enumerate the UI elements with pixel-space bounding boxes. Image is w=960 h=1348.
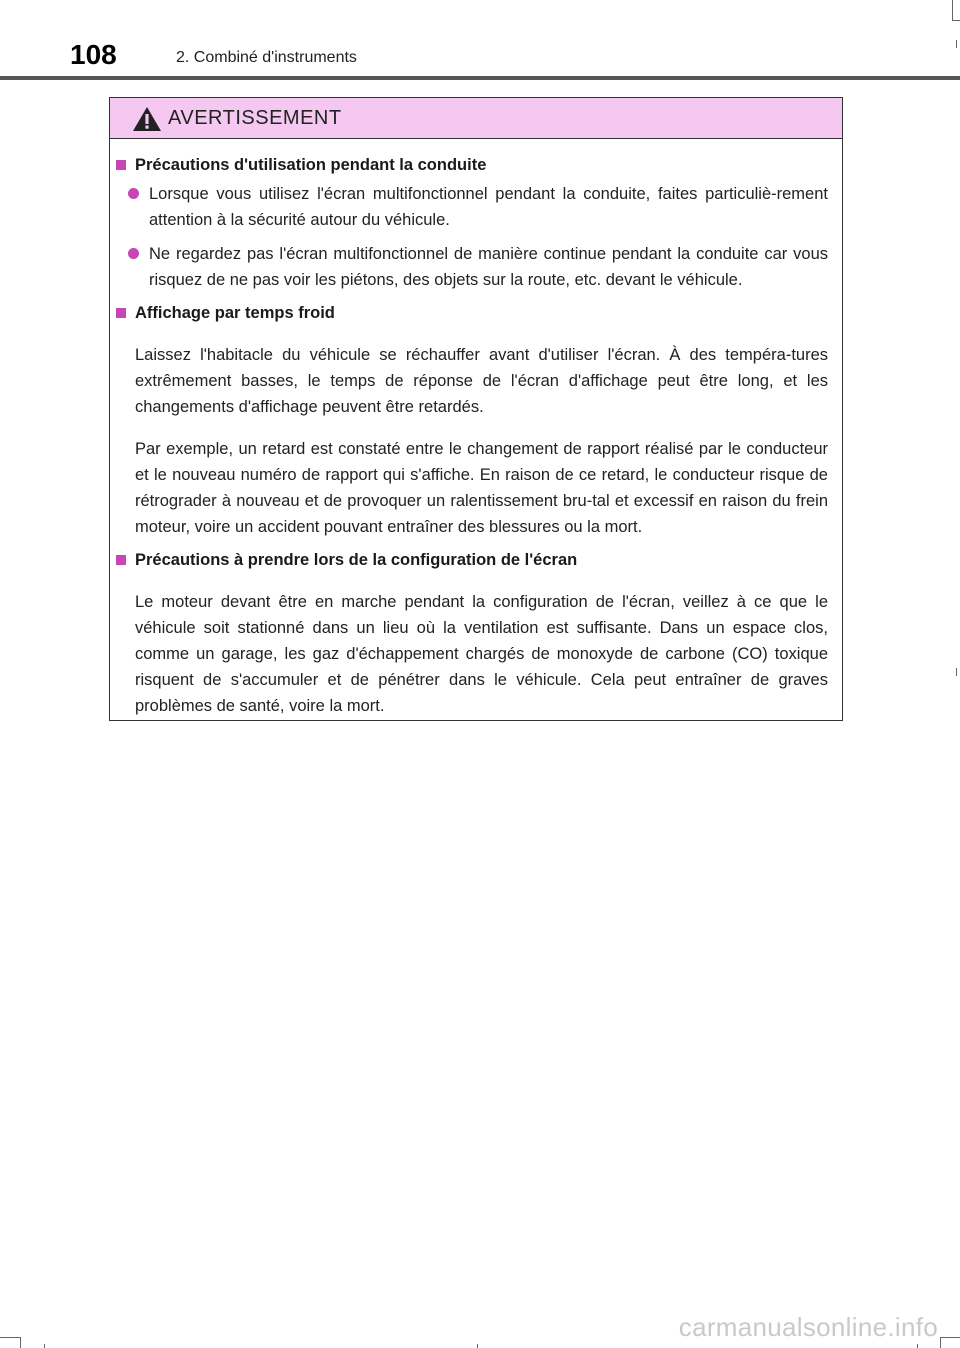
crop-mark [20, 1337, 21, 1348]
paragraph: Le moteur devant être en marche pendant la configuration de l'écran, veillez à ce que le véhicule soit stationné dans un lieu où la ventilation est suffisante. Dans un espace clos, comme un garage, les gaz d'échappement chargés de monoxyde de carbone (CO) toxique risquent de s'accumuler et de pénétrer dans le véhicule. Cela peut entraîner de graves problèmes de santé, voire la mort. [135, 592, 828, 715]
section-heading-text: Affichage par temps froid [135, 304, 335, 322]
crop-mark [956, 40, 957, 48]
bullet-text: Ne regardez pas l'écran multifonctionnel de manière continue pendant la conduite car vous risquez de ne pas voir les piétons, des objets sur la route, etc. devant le véhicule. [149, 245, 828, 289]
crop-mark [0, 1337, 20, 1338]
section-heading-text: Précautions d'utilisation pendant la conduite [135, 156, 487, 174]
bullet-item [128, 241, 828, 293]
section-screen-configuration [116, 548, 828, 719]
crop-mark [956, 668, 957, 676]
dot-bullet-icon [128, 248, 139, 259]
crop-mark [917, 1344, 918, 1348]
section-heading [116, 153, 828, 177]
dot-bullet-icon [128, 188, 139, 199]
crop-mark [952, 0, 953, 20]
page-number: 108 [70, 39, 117, 70]
section-heading [116, 301, 828, 325]
warning-title: AVERTISSEMENT [168, 107, 342, 129]
bullet-text: Lorsque vous utilisez l'écran multifonctionnel pendant la conduite, faites particuliè-rement attention à la sécurité autour du véhicule. [149, 185, 828, 229]
watermark: carmanualsonline.info [678, 1312, 938, 1342]
section-cold-weather [116, 301, 828, 540]
crop-mark [477, 1344, 478, 1348]
bullet-item [128, 181, 828, 233]
warning-box [109, 97, 843, 721]
warning-body [110, 139, 842, 719]
section-heading [116, 548, 828, 572]
crop-mark [940, 1337, 960, 1338]
section-driving-precautions [116, 153, 828, 293]
warning-triangle-icon [132, 106, 162, 132]
crop-mark [940, 1337, 941, 1348]
crop-mark [952, 20, 960, 21]
header-rule [0, 76, 960, 80]
section-heading-text: Précautions à prendre lors de la configuration de l'écran [135, 551, 578, 569]
chapter-title: 2. Combiné d'instruments [176, 49, 357, 66]
paragraph: Laissez l'habitacle du véhicule se réchauffer avant d'utiliser l'écran. À des tempéra-tures extrêmement basses, le temps de réponse de l'écran d'affichage peut être long, et les changements d'affichage peuvent être retardés. [135, 345, 828, 416]
warning-header [110, 98, 842, 139]
paragraph: Par exemple, un retard est constaté entre le changement de rapport réalisé par le conducteur et le nouveau numéro de rapport qui s'affiche. En raison de ce retard, le conducteur risque de rétrograder à nouveau et de provoquer un ralentissement bru-tal et excessif en raison du frein moteur, voire un accident pouvant entraîner des blessures ou la mort. [135, 440, 828, 536]
square-bullet-icon [116, 308, 126, 318]
crop-mark [44, 1344, 45, 1348]
square-bullet-icon [116, 160, 126, 170]
square-bullet-icon [116, 555, 126, 565]
